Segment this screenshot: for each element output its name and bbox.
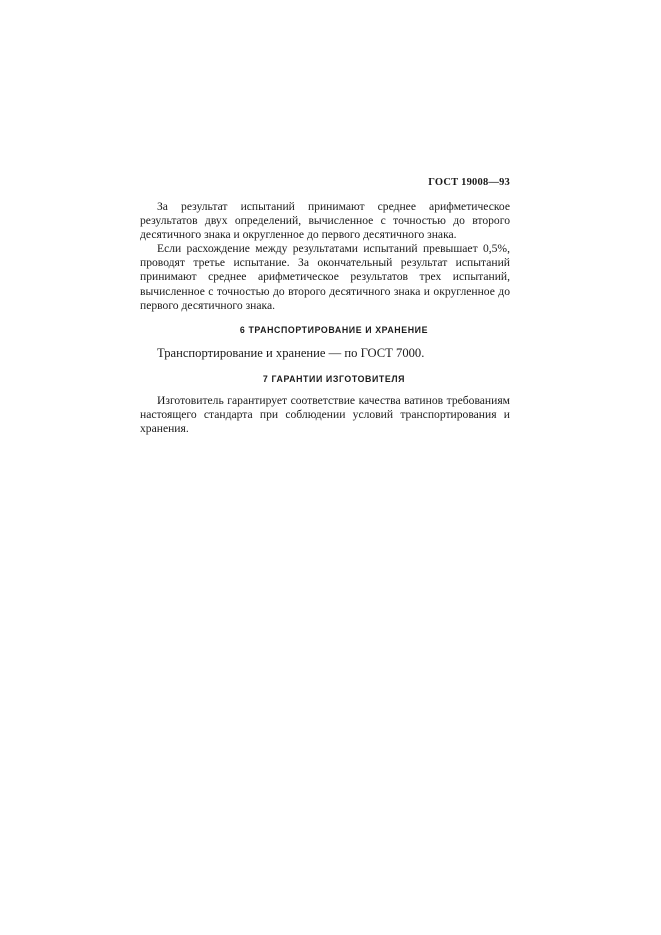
paragraph-result: За результат испытаний принимают среднее арифметическое результатов двух определений, вычисленное с точностью до второго десятичного знака и округленное до первого десятичного знака. (140, 200, 510, 242)
paragraph-discrepancy: Если расхождение между результатами испытаний превышает 0,5%, проводят третье испытание. За окончательный результат испытаний принимают среднее арифметическое результатов трех испытаний, вычисленное с точностью до второго десятичного знака и округленное до первого десятичного знака. (140, 242, 510, 312)
document-body (140, 200, 510, 436)
section-6-heading: 6 ТРАНСПОРТИРОВАНИЕ И ХРАНЕНИЕ (239, 324, 429, 335)
section-6-text: Транспортирование и хранение — по ГОСТ 7000. (157, 345, 425, 360)
section-7-heading: 7 ГАРАНТИИ ИЗГОТОВИТЕЛЯ (262, 373, 406, 384)
section-7-text: Изготовитель гарантирует соответствие качества ватинов требованиям настоящего стандарта при соблюдении условий транспортирования и хранения. (140, 393, 510, 436)
document-header: ГОСТ 19008—93 (428, 177, 510, 188)
